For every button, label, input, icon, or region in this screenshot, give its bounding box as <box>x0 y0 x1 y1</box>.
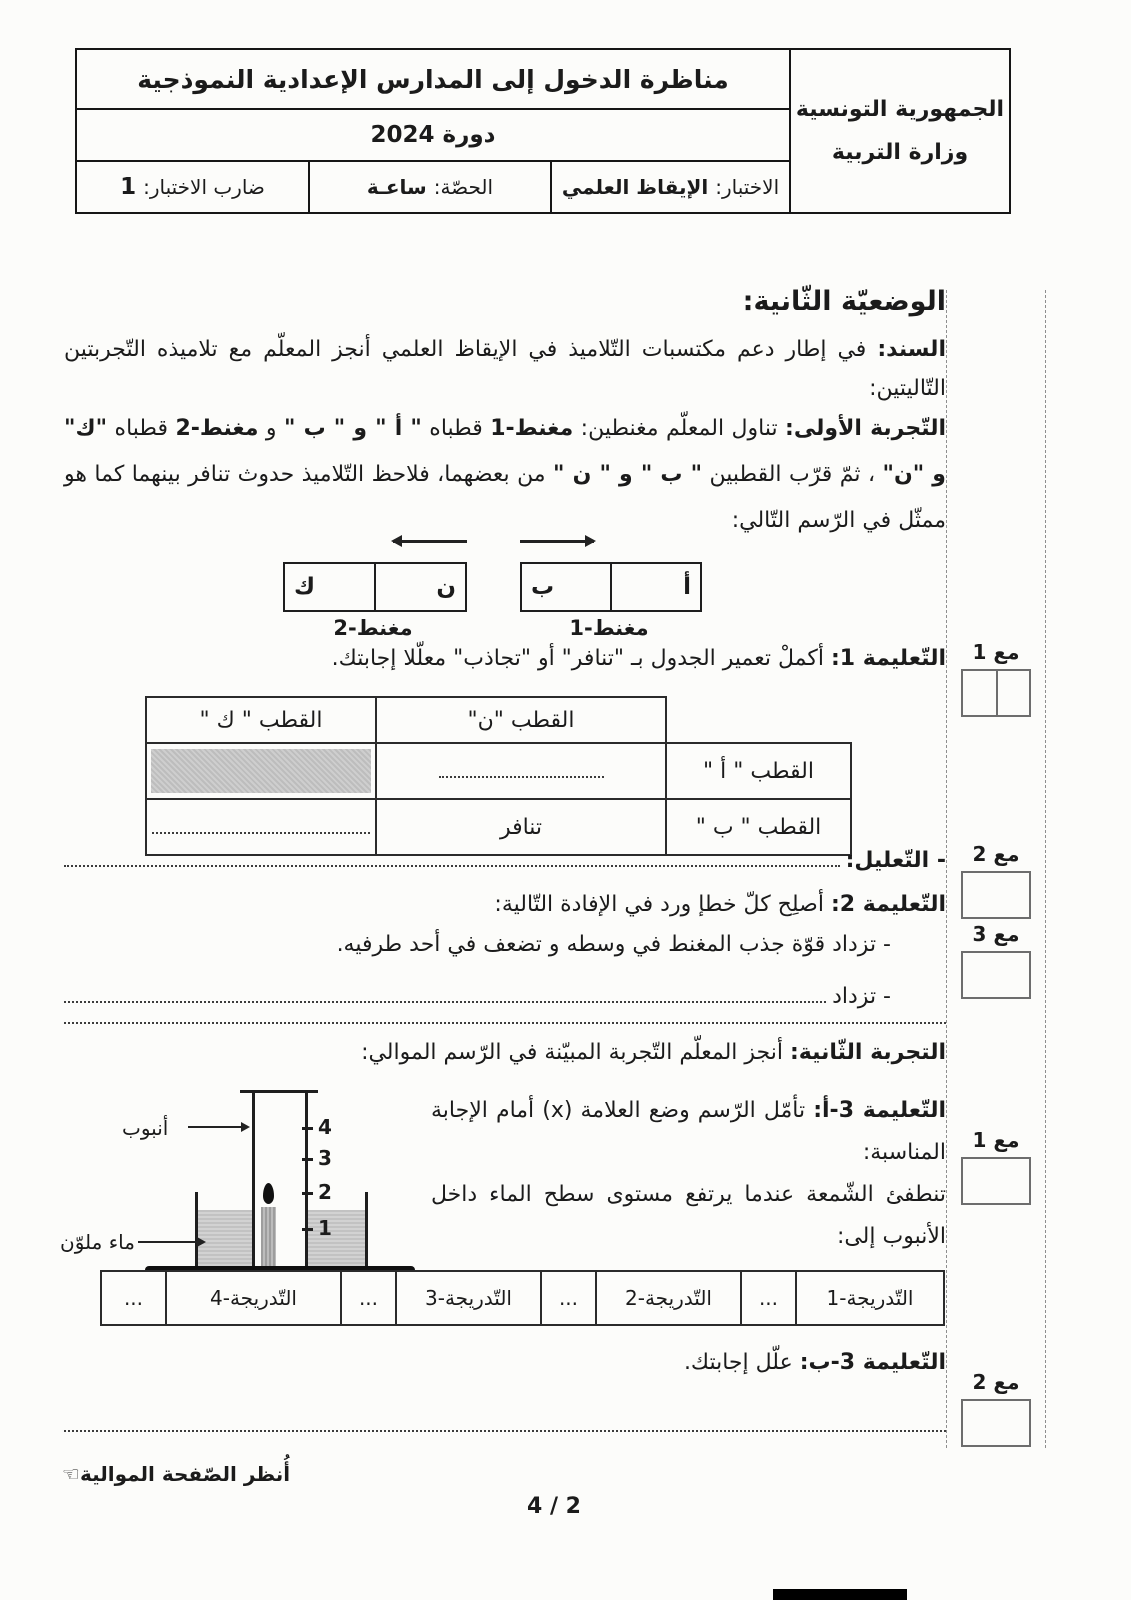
criterion-label: مع 2 <box>972 1370 1020 1394</box>
criterion-label: مع 3 <box>972 922 1020 946</box>
instruction-2-label: التّعليمة 2: <box>830 892 946 917</box>
instruction-2-text: أصلِح كلّ خطإ ورد في الإفادة التّالية: <box>494 892 824 917</box>
exam-coefficient-label: ضارب الاختبار: <box>143 175 265 199</box>
ministry-label: وزارة التربية <box>831 140 969 165</box>
graduation-row <box>101 1271 944 1325</box>
answer-cell-b-k <box>146 799 376 855</box>
header-left <box>77 50 789 212</box>
instruction-3a-text: تأمّل الرّسم وضع العلامة (x) أمام الإجابة المناسبة: <box>431 1098 946 1165</box>
tick-2 <box>302 1192 313 1195</box>
exam-subject-cell <box>550 162 789 212</box>
graduation-4: 4 <box>318 1115 332 1139</box>
criterion-mark-5 <box>947 1370 1045 1447</box>
tick-3 <box>302 1158 313 1161</box>
answer-cell-b-n: تنافر <box>376 799 666 855</box>
answer-line <box>64 1022 946 1024</box>
criterion-mark-3 <box>947 922 1045 999</box>
next-page-note <box>62 1462 290 1486</box>
bullet-2-label: - تزداد <box>832 984 891 1009</box>
water-label: ماء ملوّن <box>60 1230 135 1254</box>
candle-tube-diagram <box>60 1080 480 1285</box>
main-area <box>60 286 1046 1448</box>
choice-mark-cell: ... <box>541 1271 596 1325</box>
answer-blank <box>439 762 604 778</box>
poles-ab: " أ " و " ب " <box>284 416 422 441</box>
exam-duration-cell <box>308 162 550 212</box>
header-table <box>75 48 1011 214</box>
criterion-score-box <box>961 1157 1031 1205</box>
pole-b-cell: ب <box>522 564 612 610</box>
colored-water <box>307 1210 365 1268</box>
vessel-wall-left <box>195 1192 198 1268</box>
magnet2-name: مغنط-2 <box>175 416 259 441</box>
graduation-choice-table <box>100 1270 945 1326</box>
republic-label: الجمهورية التونسية <box>795 97 1005 122</box>
row-label-b: القطب " ب " <box>666 799 851 855</box>
criterion-score-box <box>961 871 1031 919</box>
choice-mark-cell: ... <box>341 1271 396 1325</box>
reasoning-label: - التّعليل: <box>845 848 946 873</box>
tube-arrow-icon <box>188 1126 248 1128</box>
graduation-3: 3 <box>318 1146 332 1170</box>
tube-wall-right <box>305 1090 308 1268</box>
page-number: 4 / 2 <box>527 1494 581 1519</box>
exam-content <box>60 286 946 1448</box>
grading-margin-column <box>946 290 1046 1448</box>
pointing-hand-icon: ☜ <box>62 1462 80 1486</box>
exam-duration-label: الحصّة: <box>433 175 494 199</box>
choice-mark-cell: ... <box>101 1271 166 1325</box>
instruction-1-text: أكملْ تعمير الجدول بـ "تنافر" أو "تجاذب" معلّلا إجابتك. <box>331 646 824 671</box>
situation-title: الوضعيّة الثّانية: <box>742 286 946 317</box>
exam-coefficient-cell <box>77 162 308 212</box>
experiment2-text: أنجز المعلّم التّجربة المبيّنة في الرّسم الموالي: <box>361 1040 783 1065</box>
col-header-n: القطب "ن" <box>376 697 666 743</box>
arrow-right-icon <box>520 540 594 543</box>
criterion-label: مع 1 <box>972 1128 1020 1152</box>
pole-n-cell: ن <box>436 574 456 600</box>
vessel-wall-right <box>365 1192 368 1268</box>
instruction-3b-label: التّعليمة 3-ب: <box>799 1350 946 1375</box>
exam-subject-label: الاختبار: <box>715 175 780 199</box>
support-label: السند: <box>877 337 946 362</box>
answer-line <box>64 1001 826 1003</box>
exam-title: مناظرة الدخول إلى المدارس الإعدادية النموذجية <box>77 50 789 110</box>
instruction-2 <box>494 892 946 917</box>
experiment1-text: تناول المعلّم مغنطين: <box>580 416 778 441</box>
tick-1 <box>302 1228 313 1231</box>
instruction-3a <box>431 1090 946 1258</box>
instruction-1-label: التّعليمة 1: <box>830 646 946 671</box>
shaded-cell <box>151 749 371 793</box>
choice-mark-cell: ... <box>741 1271 796 1325</box>
experiment1-label: التّجربة الأولى: <box>785 416 946 441</box>
magnet-2-label: مغنط-2 <box>333 616 413 640</box>
arrow-left-icon <box>393 540 467 543</box>
poles-table <box>145 696 852 856</box>
criterion-label: مع 2 <box>972 842 1020 866</box>
criterion-mark-4 <box>947 1128 1045 1205</box>
magnet1-name: مغنط-1 <box>490 416 574 441</box>
choice-graduation-1: التّدريجة-1 <box>796 1271 944 1325</box>
instruction-1 <box>332 646 946 671</box>
experiment2-heading <box>361 1040 946 1065</box>
choice-graduation-3: التّدريجة-3 <box>396 1271 541 1325</box>
answer-line <box>64 1430 946 1432</box>
experiment2-label: التجربة الثّانية: <box>789 1040 946 1065</box>
pole-k-cell: ك <box>285 564 376 610</box>
exam-subject-value: الإيقاظ العلمي <box>561 175 709 199</box>
statement-bullet-1: - تزداد قوّة جذب المغنط في وسطه و تضعف في أحد طرفيه. <box>336 932 891 957</box>
criterion-score-box <box>961 669 1031 717</box>
poles-table-header-row <box>146 697 851 743</box>
criterion-mark-1 <box>947 640 1045 717</box>
poles-bn: " ب " و " ن " <box>553 462 703 487</box>
exam-coefficient-value: 1 <box>120 174 137 200</box>
poles-kn: "ك" و "ن" <box>64 416 946 487</box>
graduation-2: 2 <box>318 1180 332 1204</box>
criterion-label: مع 1 <box>972 640 1020 664</box>
header-bottom-row <box>77 162 789 212</box>
criterion-score-box <box>961 951 1031 999</box>
answer-line <box>64 865 840 867</box>
row-label-a: القطب " أ " <box>666 743 851 799</box>
choice-graduation-4: التّدريجة-4 <box>166 1271 341 1325</box>
criterion-score-box <box>961 1399 1031 1447</box>
magnet-diagram <box>60 520 946 650</box>
magnet-1 <box>520 562 702 612</box>
pole-a-cell: أ <box>683 574 691 600</box>
criterion-mark-2 <box>947 842 1045 919</box>
experiment1-text: من بعضهما، فلاحظ التّلاميذ حدوث تنافر بينهما كما هو ممثّل في الرّسم التّالي: <box>64 462 946 533</box>
support-text: في إطار دعم مكتسبات التّلاميذ في الإيقاظ العلمي أنجز المعلّم مع تلاميذه التّجربتين التّاليتين: <box>64 337 946 401</box>
support-paragraph <box>64 330 946 408</box>
tube-label: أنبوب <box>122 1116 169 1140</box>
redaction-bar <box>773 1589 907 1600</box>
reasoning-line <box>64 848 946 873</box>
water-arrow-icon <box>138 1241 204 1243</box>
answer-cell-a-k <box>146 743 376 799</box>
row-pole-b <box>146 799 851 855</box>
exam-duration-value: ساعـة <box>366 175 427 199</box>
tube-wall-left <box>252 1090 255 1268</box>
tick-4 <box>302 1127 313 1130</box>
statement-bullet-2 <box>64 984 891 1009</box>
col-header-k: القطب " ك " <box>146 697 376 743</box>
instruction-3b-text: علّل إجابتك. <box>683 1350 793 1375</box>
choice-graduation-2: التّدريجة-2 <box>596 1271 741 1325</box>
magnet-1-label: مغنط-1 <box>569 616 649 640</box>
row-pole-a <box>146 743 851 799</box>
instruction-3b <box>684 1350 946 1375</box>
magnet-2 <box>283 562 467 612</box>
corner-cell <box>666 697 851 743</box>
experiment1-text: ، ثمّ قرّب القطبين <box>709 462 876 487</box>
answer-blank <box>152 818 370 834</box>
header-authority <box>789 50 1009 212</box>
graduation-1: 1 <box>318 1216 332 1240</box>
experiment1-text: قطباه <box>114 416 168 441</box>
instruction-3a-question: تنطفئ الشّمعة عندما يرتفع مستوى سطح الماء داخل الأنبوب إلى: <box>431 1182 946 1249</box>
experiment1-text: قطباه <box>429 416 483 441</box>
answer-cell-a-n <box>376 743 666 799</box>
instruction-3a-label: التّعليمة 3-أ: <box>813 1098 946 1123</box>
next-page-text: أُنظر الصّفحة الموالية <box>79 1462 291 1486</box>
exam-session: دورة 2024 <box>77 110 789 162</box>
candle-flame <box>263 1183 274 1204</box>
experiment1-text: و <box>265 416 277 441</box>
candle-body <box>261 1207 276 1268</box>
